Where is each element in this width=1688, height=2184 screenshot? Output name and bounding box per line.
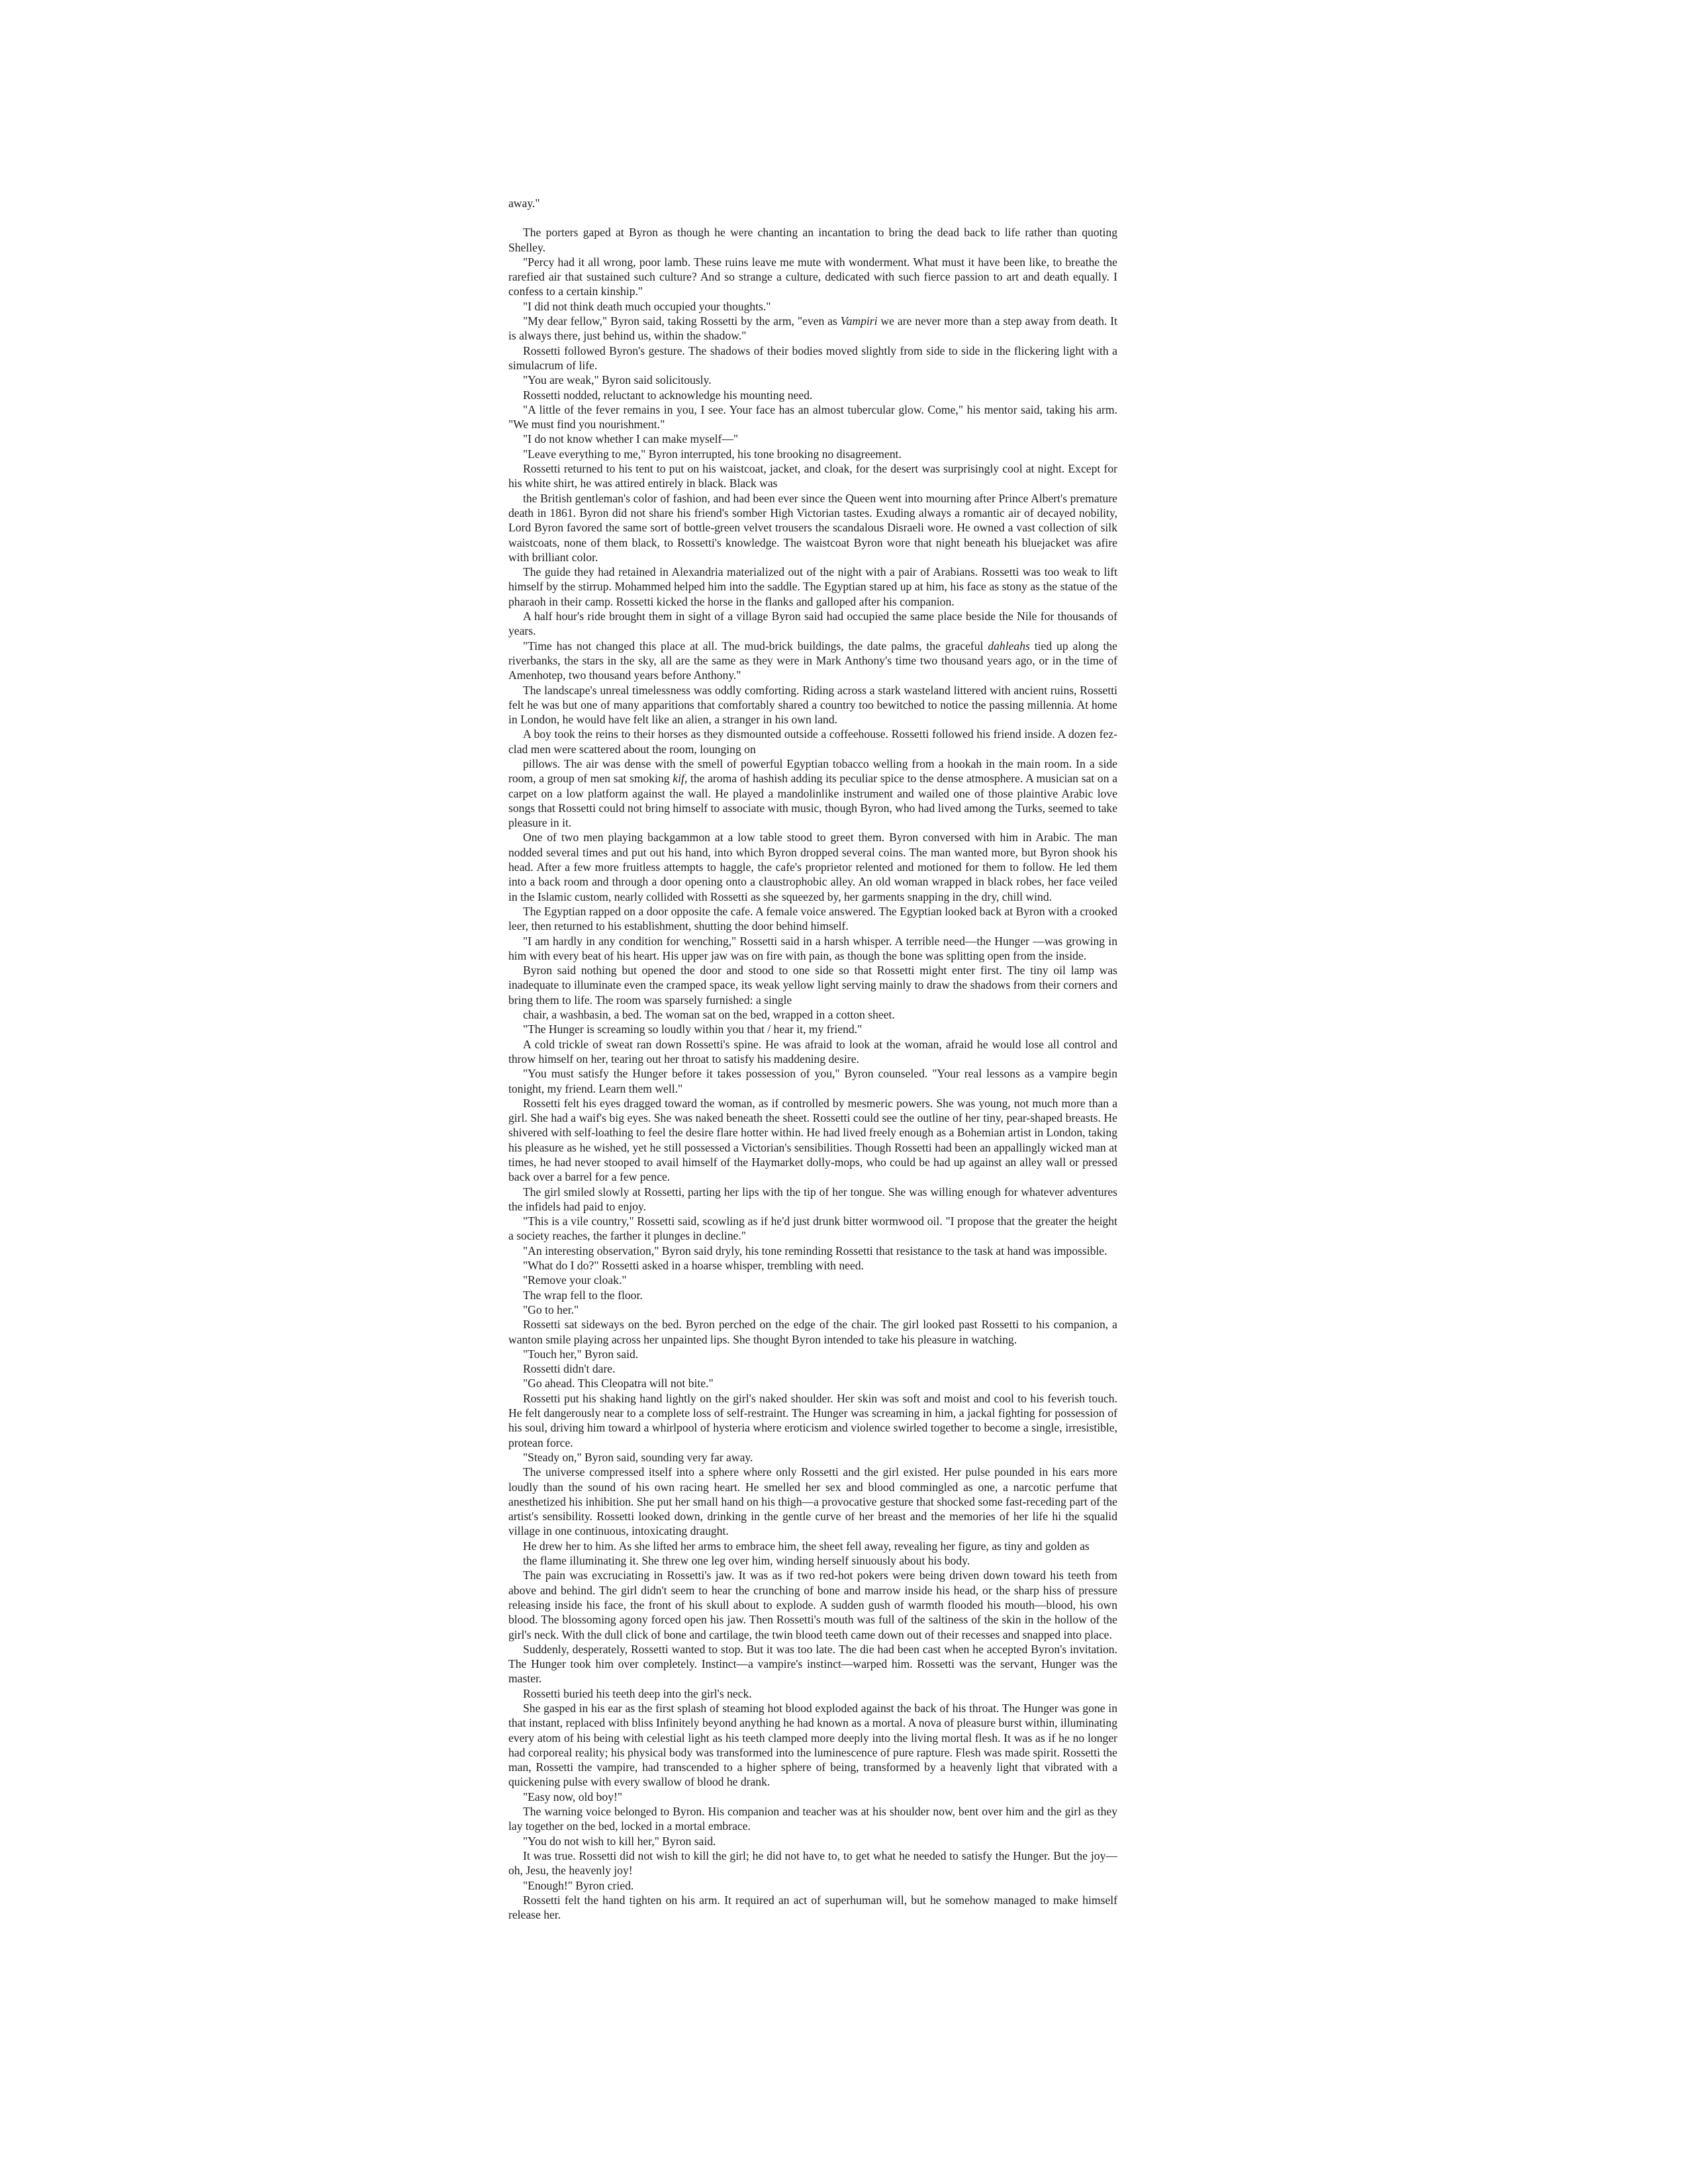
paragraph: "Leave everything to me," Byron interrupted, his tone brooking no disagreement. (523, 447, 902, 461)
paragraph: "Percy had it all wrong, poor lamb. These ruins leave me mute with wonderment. What must it have been like, to breathe the rarefied air that sustained such culture? And so strange a culture, dedicated with such fierce passion to art and death equally. I confess to a certain kinship." (508, 255, 1117, 298)
paragraph: Rossetti felt the hand tighten on his arm. It required an act of superhuman will, but he somehow managed to make himself release her. (508, 1893, 1117, 1922)
paragraph: Rossetti nodded, reluctant to acknowledge his mounting need. (523, 388, 813, 402)
paragraph: the British gentleman's color of fashion, and had been ever since the Queen went into mourning after Prince Albert's premature death in 1861. Byron did not share his friend's somber High Victorian tastes. Exuding always a romantic air of decayed nobility, Lord Byron favored the same sort of bottle-green velvet trousers the scandalous Disraeli wore. He owned a vast collection of silk waistcoats, none of them black, to Rossetti's knowledge. The waistcoat Byron wore that night beneath his bluejacket was afire with brilliant color. (508, 491, 1117, 564)
paragraph: Rossetti followed Byron's gesture. The shadows of their bodies moved slightly from side to side in the flickering light with a simulacrum of life. (508, 343, 1117, 372)
paragraph: Byron said nothing but opened the door and stood to one side so that Rossetti might enter first. The tiny oil lamp was inadequate to illuminate even the cramped space, its weak yellow light serving mainly to draw the shadows from their corners and bring them to life. The room was sparsely furnished: a single (508, 964, 1117, 1007)
paragraph: "The Hunger is screaming so loudly within you that / hear it, my friend." (523, 1023, 863, 1036)
paragraph: "You must satisfy the Hunger before it takes possession of you," Byron counseled. "Your real lessons as a vampire begin tonight, my friend. Learn them well." (508, 1067, 1117, 1095)
paragraph: "I am hardly in any condition for wenching," Rossetti said in a harsh whisper. A terrible need—the Hunger —was growing in him with every beat of his heart. His upper jaw was on fire with pain, as though the bone was splitting open from the inside. (508, 934, 1117, 962)
paragraph: away." (508, 197, 540, 210)
paragraph: The pain was excruciating in Rossetti's jaw. It was as if two red-hot pokers were being driven down toward his teeth from above and behind. The girl didn't seem to hear the crunching of bone and marrow inside his head, or the sharp hiss of pressure releasing inside his face, the front of his skull about to explode. A sudden gush of warmth flooded his mouth—blood, his own blood. The blossoming agony forced open his jaw. Then Rossetti's mouth was full of the saltiness of the skin in the hollow of the girl's neck. With the dull click of bone and cartilage, the twin blood teeth came down out of their recesses and snapped into place. (508, 1569, 1117, 1641)
paragraph: "What do I do?" Rossetti asked in a hoarse whisper, trembling with need. (523, 1259, 864, 1273)
paragraph: pillows. The air was dense with the smell of powerful Egyptian tobacco welling from a hookah in the main room. In a side room, a group of men sat smoking kif, the aroma of hashish adding its peculiar spice to the dense atmosphere. A musician sat on a carpet on a low platform against the wall. He played a mandolinlike instrument and wailed one of those plaintive Arabic love songs that Rossetti could not bring himself to associate with music, though Byron, who had lived among the Turks, seemed to take pleasure in it. (508, 756, 1118, 830)
paragraph: "An interesting observation," Byron said dryly, his tone reminding Rossetti that resistance to the task at hand was impossible. (523, 1244, 1107, 1257)
paragraph: The Egyptian rapped on a door opposite the cafe. A female voice answered. The Egyptian looked back at Byron with a crooked leer, then returned to his establishment, shutting the door behind himself. (508, 904, 1117, 933)
paragraph: "Enough!" Byron cried. (523, 1878, 634, 1892)
paragraph: Rossetti returned to his tent to put on his waistcoat, jacket, and cloak, for the desert was surprisingly cool at night. Except for his white shirt, he was attired entirely in black. Black was (508, 462, 1117, 490)
paragraph: "You are weak," Byron said solicitously. (523, 373, 712, 387)
paragraph: She gasped in his ear as the first splash of steaming hot blood exploded against the back of his throat. The Hunger was gone in that instant, replaced with bliss Infinitely beyond anything he had known as a mortal. A nova of pleasure burst within, illuminating every atom of his being with celestial light as his teeth clamped more deeply into the living mortal flesh. It was as if he no longer had corporeal reality; his physical body was transformed into the luminescence of pure rapture. Flesh was made spirit. Rossetti the man, Rossetti the vampire, had transcended to a higher sphere of being, transformed by a heavenly light that vibrated with a quickening pulse with every swallow of blood he drank. (508, 1701, 1117, 1789)
paragraph: The landscape's unreal timelessness was oddly comforting. Riding across a stark wasteland littered with ancient ruins, Rossetti felt he was but one of many apparitions that comfortably shared a country too bewitched to notice the passing millennia. At home in London, he would have felt like an alien, a stranger in his own land. (508, 683, 1117, 727)
paragraph: A boy took the reins to their horses as they dismounted outside a coffeehouse. Rossetti followed his friend inside. A dozen fez-clad men were scattered about the room, lounging on (508, 727, 1117, 756)
paragraph: the flame illuminating it. She threw one leg over him, winding herself sinuously about his body. (523, 1554, 970, 1568)
paragraph: "Touch her," Byron said. (523, 1347, 639, 1361)
paragraph: The wrap fell to the floor. (523, 1288, 643, 1302)
paragraph: "Steady on," Byron said, sounding very far away. (523, 1450, 753, 1464)
paragraph: One of two men playing backgammon at a low table stood to greet them. Byron conversed with him in Arabic. The man nodded several times and put out his hand, into which Byron dropped several coins. The man wanted more, but Byron shook his head. After a few more fruitless attempts to haggle, the cafe's proprietor relented and motioned for them to follow. He led them into a back room and through a door opening onto a claustrophobic alley. An old woman wrapped in black robes, her face veiled in the Islamic custom, nearly collided with Rossetti as she squeezed by, her garments snapping in the dry, chill wind. (508, 831, 1117, 903)
paragraph: The guide they had retained in Alexandria materialized out of the night with a pair of Arabians. Rossetti was too weak to lift himself by the stirrup. Mohammed helped him into the saddle. The Egyptian stared up at him, his face as stony as the statue of the pharaoh in their camp. Rossetti kicked the horse in the flanks and galloped after his companion. (508, 565, 1117, 608)
paragraph: "A little of the fever remains in you, I see. Your face has an almost tubercular glow. Come," his mentor said, taking his arm. "We must find you nourishment." (508, 402, 1117, 432)
paragraph: A half hour's ride brought them in sight of a village Byron said had occupied the same place beside the Nile for thousands of years. (508, 610, 1117, 638)
paragraph: Suddenly, desperately, Rossetti wanted to stop. But it was too late. The die had been cast when he accepted Byron's invitation. The Hunger took him over completely. Instinct—a vampire's instinct—warped him. Rossetti was the servant, Hunger was the master. (508, 1642, 1117, 1686)
paragraph: Rossetti didn't dare. (523, 1362, 616, 1376)
paragraph: Rossetti felt his eyes dragged toward the woman, as if controlled by mesmeric powers. She was young, not much more than a girl. She had a waif's big eyes. She was naked beneath the sheet. Rossetti could see the outline of her tiny, pear-shaped breasts. He shivered with self-loathing to feel the desire flare hotter within. He had lived freely enough as a Bohemian artist in London, taking his pleasure as he wished, yet he still possessed a Victorian's sensibilities. Though Rossetti had been an appallingly wicked man at times, he had never stooped to avail himself of the Haymarket dolly-mops, who could be had up against an alley wall or pressed back over a barrel for a few pence. (508, 1096, 1117, 1184)
paragraph: "Go to her." (523, 1302, 579, 1316)
paragraph: It was true. Rossetti did not wish to kill the girl; he did not have to, to get what he needed to satisfy the Hunger. But the joy—oh, Jesu, the heavenly joy! (508, 1848, 1117, 1878)
paragraph: Rossetti sat sideways on the bed. Byron perched on the edge of the chair. The girl looked past Rossetti to his companion, a wanton smile playing across her unpainted lips. She thought Byron intended to take his pleasure in watching. (508, 1318, 1117, 1346)
paragraph: "I do not know whether I can make myself—" (523, 432, 739, 446)
paragraph: The girl smiled slowly at Rossetti, parting her lips with the tip of her tongue. She was willing enough for whatever adventures the infidels had paid to enjoy. (508, 1185, 1117, 1213)
paragraph: The porters gaped at Byron as though he were chanting an incantation to bring the dead back to life rather than quoting Shelley. (508, 226, 1117, 254)
paragraph: "I did not think death much occupied your thoughts." (523, 299, 771, 313)
paragraph: "Easy now, old boy!" (523, 1790, 623, 1803)
paragraph: The universe compressed itself into a sphere where only Rossetti and the girl existed. Her pulse pounded in his ears more loudly than the sound of his own racing heart. He smelled her sex and blood commingled as one, a narcotic perfume that anesthetized his inhibition. She put her small hand on his thigh—a provocative gesture that shocked some fast-receding part of the artist's sensibility. Rossetti looked down, drinking in the gentle curve of her breast and the memories of her life hi the squalid village in one continuous, intoxicating draught. (508, 1465, 1117, 1538)
paragraph: "This is a vile country," Rossetti said, scowling as if he'd just drunk bitter wormwood oil. "I propose that the greater the height a society reaches, the farther it plunges in decline." (508, 1214, 1117, 1243)
paragraph: "Go ahead. This Cleopatra will not bite." (523, 1377, 714, 1390)
paragraph: "Time has not changed this place at all. The mud-brick buildings, the date palms, the graceful dahleahs tied up along the riverbanks, the stars in the sky, all are the same as they were in Mark Anthony's time two thousand years ago, or in the time of Amenhotep, two thousand years before Anthony." (508, 639, 1117, 682)
paragraph: chair, a washbasin, a bed. The woman sat on the bed, wrapped in a cotton sheet. (523, 1008, 895, 1022)
paragraph: Rossetti buried his teeth deep into the girl's neck. (523, 1686, 752, 1700)
paragraph: "You do not wish to kill her," Byron said. (523, 1834, 716, 1848)
paragraph: He drew her to him. As she lifted her arms to embrace him, the sheet fell away, revealing her figure, as tiny and golden as (523, 1539, 1090, 1553)
paragraph: The warning voice belonged to Byron. His companion and teacher was at his shoulder now, bent over him and the girl as they lay together on the bed, locked in a mortal embrace. (508, 1805, 1117, 1833)
paragraph: "My dear fellow," Byron said, taking Rossetti by the arm, "even as Vampiri we are never more than a step away from death. It is always there, just behind us, within the shadow." (508, 314, 1117, 343)
paragraph: "Remove your cloak." (523, 1273, 627, 1287)
page-text (508, 196, 1117, 1922)
paragraph: A cold trickle of sweat ran down Rossetti's spine. He was afraid to look at the woman, afraid he would lose all control and throw himself on her, tearing out her throat to satisfy his maddening desire. (508, 1037, 1117, 1066)
paragraph: Rossetti put his shaking hand lightly on the girl's naked shoulder. Her skin was soft and moist and cool to his feverish touch. He felt dangerously near to a complete loss of self-restraint. The Hunger was screaming in him, a jackal fighting for possession of his soul, driving him toward a whirlpool of hysteria where eroticism and violence swirled together to become a single, irresistible, protean force. (508, 1391, 1117, 1449)
